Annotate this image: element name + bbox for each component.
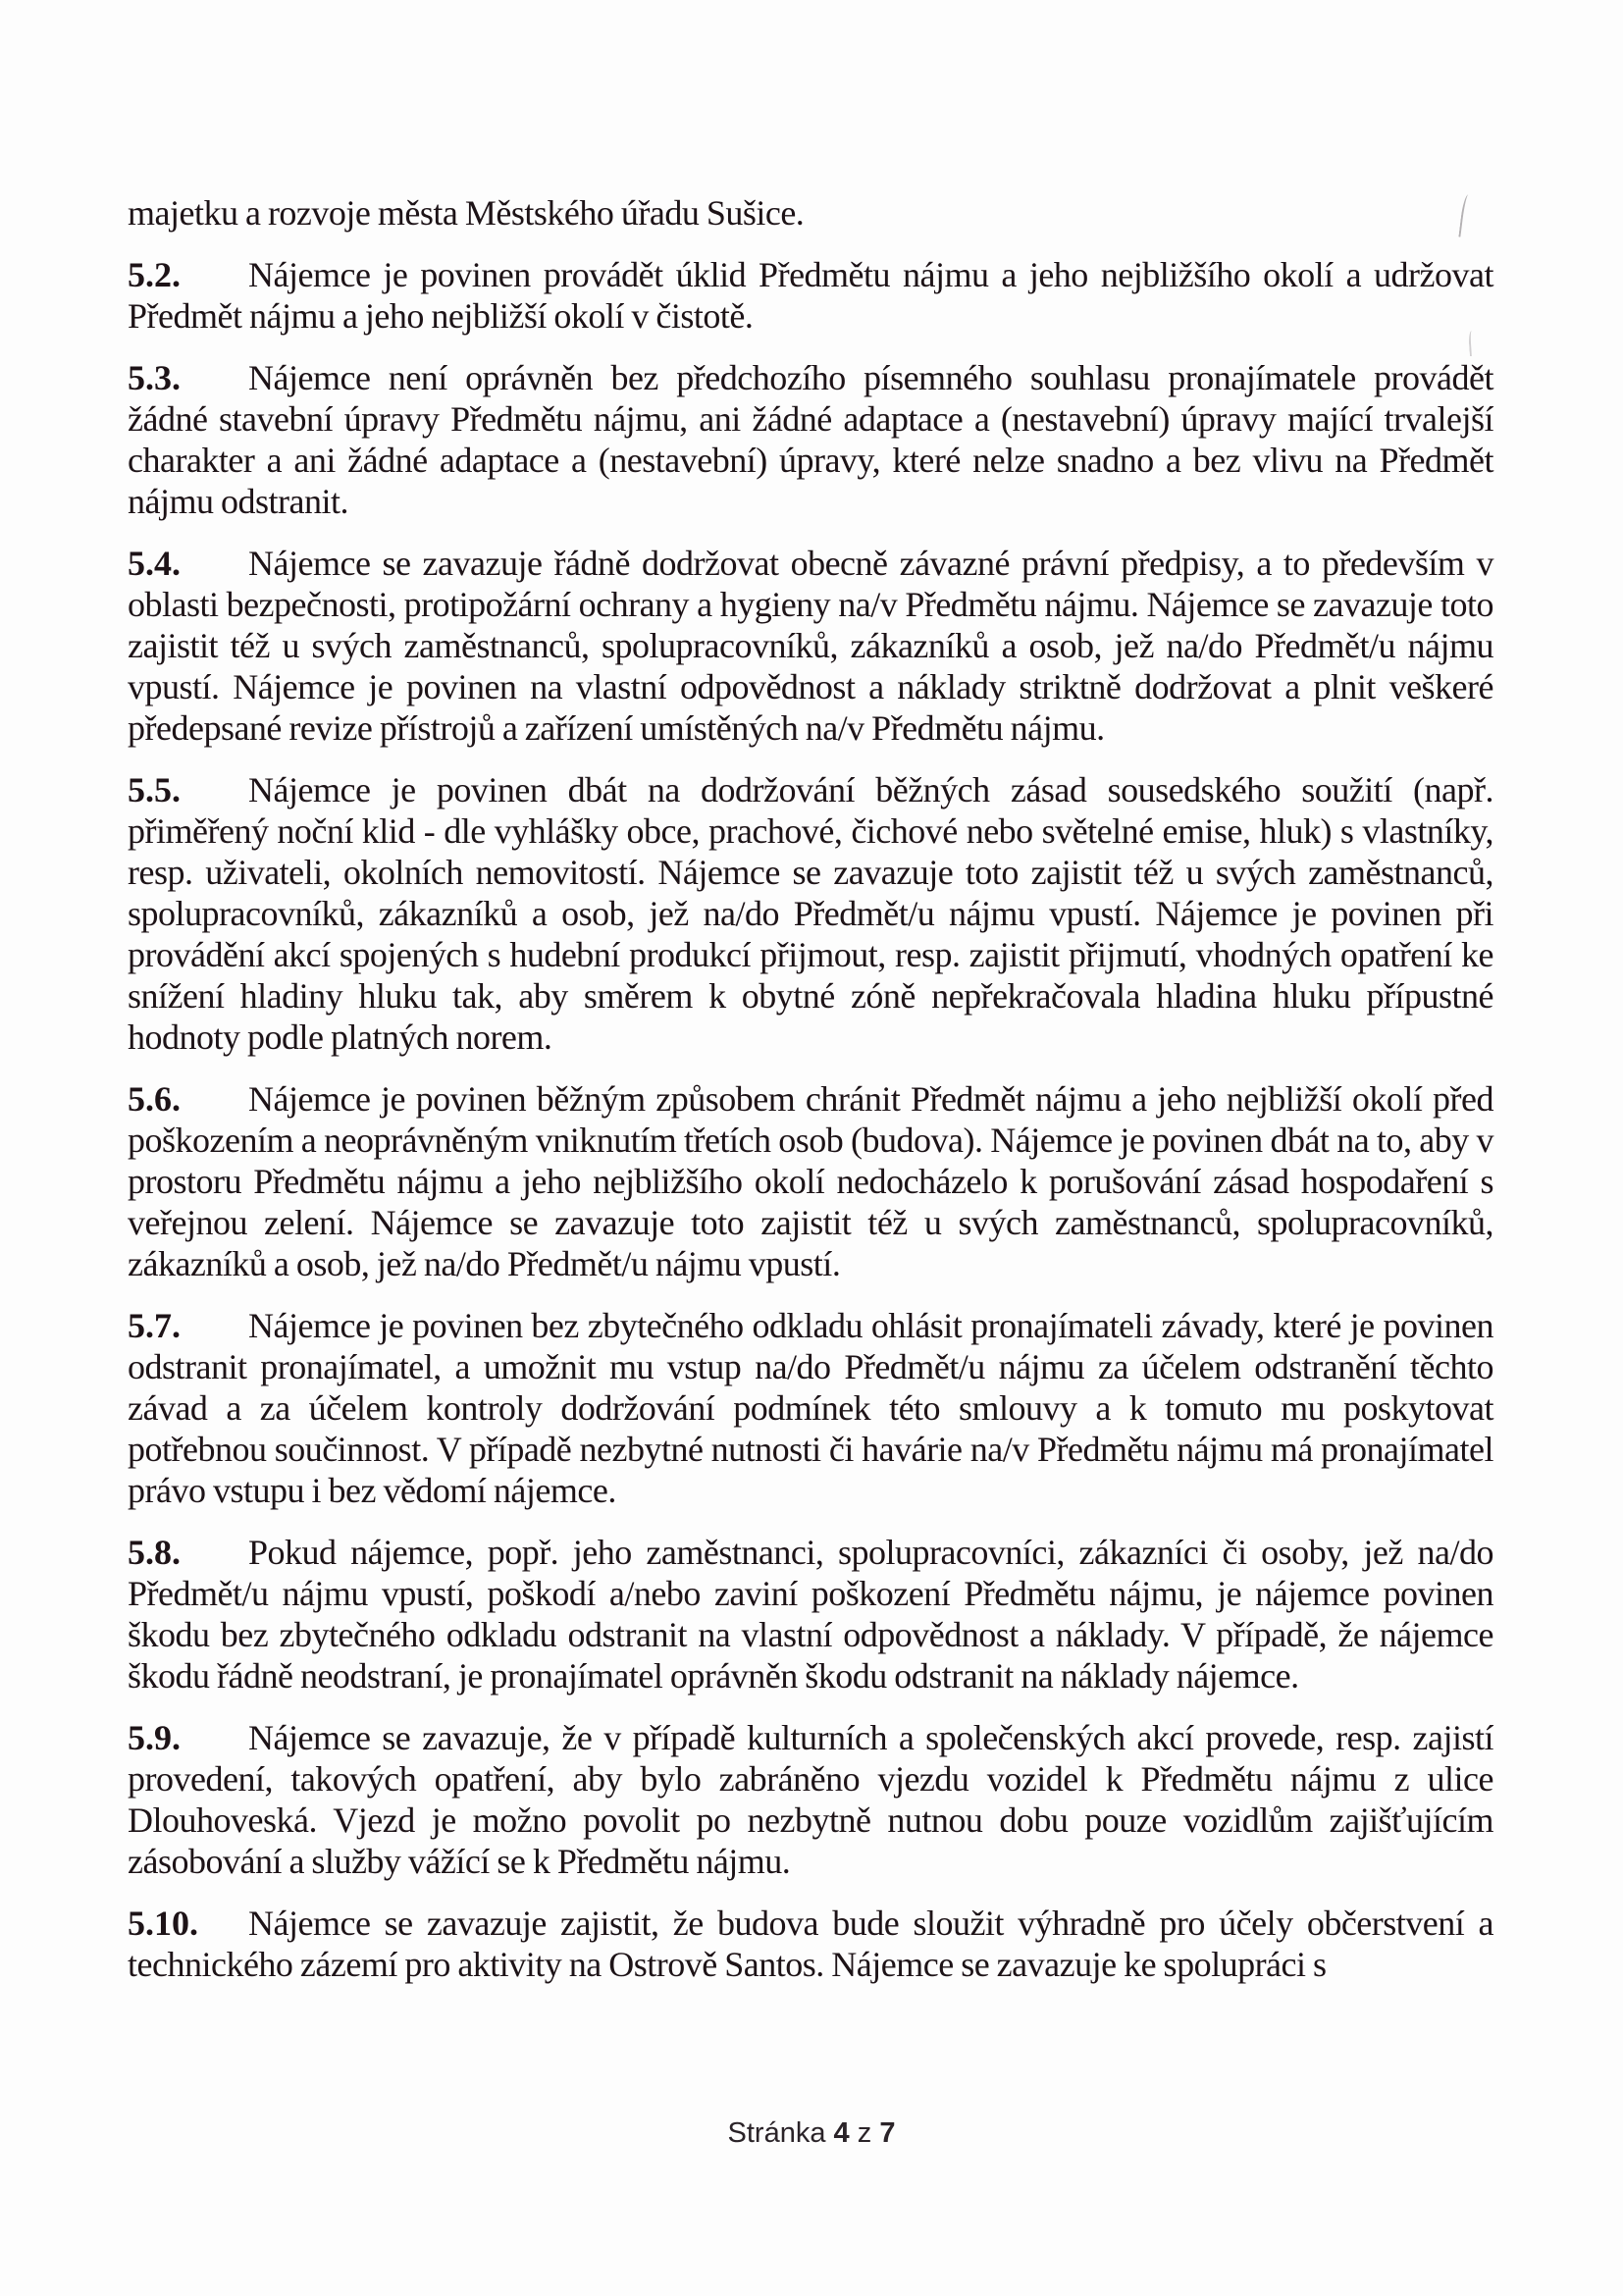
clause-text: Nájemce se zavazuje řádně dodržovat obecně závazné právní předpisy, a to především v oblasti bezpečnosti, protipožární ochrany a hygieny na/v Předmětu nájmu. Nájemce se zavazuje toto zajistit též u svých zaměstnanců, spolupracovníků, zákazníků a osob, jež na/do Předmět/u nájmu vpustí. Nájemce je povinen na vlastní odpovědnost a náklady striktně dodržovat a plnit veškeré předepsané revize přístrojů a zařízení umístěných na/v Předmětu nájmu.: [128, 544, 1493, 748]
clause-5-5: [128, 769, 1493, 1058]
footer-page-number: 4: [833, 2117, 850, 2149]
clause-5-10: [128, 1903, 1493, 1985]
clause-5-2: [128, 254, 1493, 337]
clause-text: Pokud nájemce, popř. jeho zaměstnanci, spolupracovníci, zákazníci či osoby, jež na/do Předmět/u nájmu vpustí, poškodí a/nebo zaviní poškození Předmětu nájmu, je nájemce povinen škodu bez zbytečného odkladu odstranit na vlastní odpovědnost a náklady. V případě, že nájemce škodu řádně neodstraní, je pronajímatel oprávněn škodu odstranit na náklady nájemce.: [128, 1533, 1493, 1696]
footer-total-pages: 7: [879, 2117, 896, 2149]
clause-text: Nájemce není oprávněn bez předchozího písemného souhlasu pronajímatele provádět žádné stavební úpravy Předmětu nájmu, ani žádné adaptace a (nestavební) úpravy mající trvalejší charakter a ani žádné adaptace a (nestavební) úpravy, které nelze snadno a bez vlivu na Předmět nájmu odstranit.: [128, 358, 1493, 521]
clause-number: 5.7.: [128, 1306, 181, 1345]
clause-number: 5.3.: [128, 358, 181, 397]
clause-number: 5.8.: [128, 1533, 181, 1572]
footer-label: Stránka: [727, 2117, 826, 2149]
clause-number: 5.6.: [128, 1079, 181, 1119]
document-body: [128, 192, 1493, 1985]
clause-5-3: [128, 357, 1493, 522]
clause-number: 5.4.: [128, 544, 181, 583]
clause-text: Nájemce se zavazuje zajistit, že budova bude sloužit výhradně pro účely občerstvení a technického zázemí pro aktivity na Ostrově Santos. Nájemce se zavazuje ke spolupráci s: [128, 1904, 1493, 1984]
clause-text: Nájemce se zavazuje, že v případě kulturních a společenských akcí provede, resp. zajistí provedení, takových opatření, aby bylo zabráněno vjezdu vozidel k Předmětu nájmu z ulice Dlouhoveská. Vjezd je možno povolit po nezbytně nutnou dobu pouze vozidlům zajišťujícím zásobování a služby vážící se k Předmětu nájmu.: [128, 1718, 1493, 1881]
clause-5-7: [128, 1305, 1493, 1511]
clause-5-4: [128, 543, 1493, 749]
clause-number: 5.10.: [128, 1904, 198, 1943]
clause-number: 5.9.: [128, 1718, 181, 1757]
clause-number: 5.5.: [128, 770, 181, 809]
clause-text: Nájemce je povinen běžným způsobem chránit Předmět nájmu a jeho nejbližší okolí před poškozením a neoprávněným vniknutím třetích osob (budova). Nájemce je povinen dbát na to, aby v prostoru Předmětu nájmu a jeho nejbližšího okolí nedocházelo k porušování zásad hospodaření s veřejnou zelení. Nájemce se zavazuje toto zajistit též u svých zaměstnanců, spolupracovníků, zákazníků a osob, jež na/do Předmět/u nájmu vpustí.: [128, 1079, 1493, 1283]
clause-text: Nájemce je povinen bez zbytečného odkladu ohlásit pronajímateli závady, které je povinen odstranit pronajímatel, a umožnit mu vstup na/do Předmět/u nájmu za účelem odstranění těchto závad a za účelem kontroly dodržování podmínek této smlouvy a k tomuto mu poskytovat potřebnou součinnost. V případě nezbytné nutnosti či havárie na/v Předmětu nájmu má pronajímatel právo vstupu i bez vědomí nájemce.: [128, 1306, 1493, 1510]
clause-5-9: [128, 1717, 1493, 1882]
footer-of-label: z: [857, 2117, 872, 2149]
clause-5-8: [128, 1532, 1493, 1696]
clause-number: 5.2.: [128, 255, 181, 294]
clause-text: Nájemce je povinen provádět úklid Předmětu nájmu a jeho nejbližšího okolí a udržovat Předmět nájmu a jeho nejbližší okolí v čistotě.: [128, 255, 1493, 336]
page-footer: [0, 2117, 1623, 2150]
clause-5-6: [128, 1078, 1493, 1284]
intro-continuation-line: majetku a rozvoje města Městského úřadu Sušice.: [128, 193, 805, 233]
clause-text: Nájemce je povinen dbát na dodržování běžných zásad sousedského soužití (např. přiměřený noční klid - dle vyhlášky obce, prachové, čichové nebo světelné emise, hluk) s vlastníky, resp. uživateli, okolních nemovitostí. Nájemce se zavazuje toto zajistit též u svých zaměstnanců, spolupracovníků, zákazníků a osob, jež na/do Předmět/u nájmu vpustí. Nájemce je povinen při provádění akcí spojených s hudební produkcí přijmout, resp. zajistit přijmutí, vhodných opatření ke snížení hladiny hluku tak, aby směrem k obytné zóně nepřekračovala hladina hluku přípustné hodnoty podle platných norem.: [128, 770, 1493, 1057]
